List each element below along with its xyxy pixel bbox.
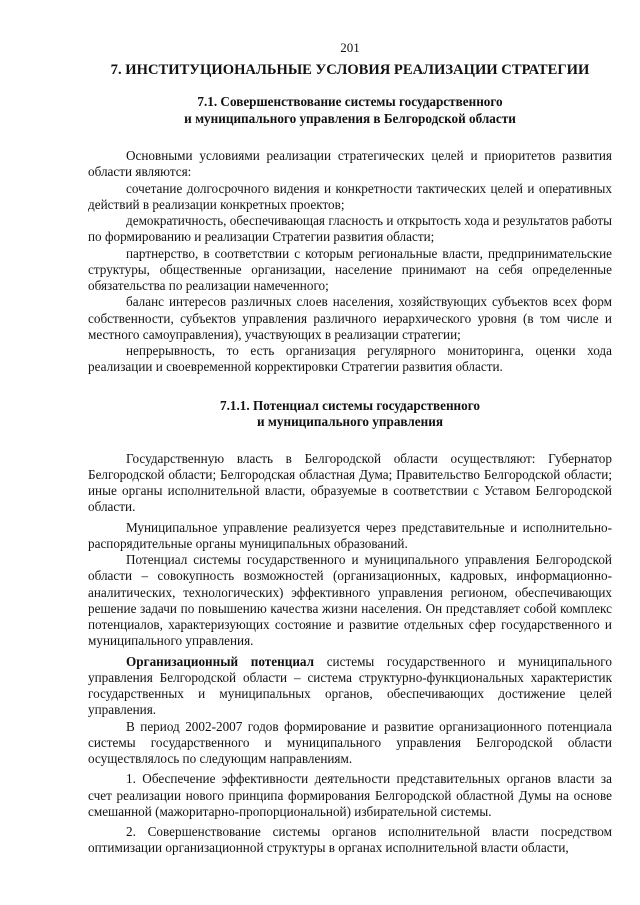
paragraph: В период 2002-2007 годов формирование и развитие организационного потенциала системы государственного и муниципального управления Белгородской области осуществлялось по следующим направлениям. [88,718,612,766]
section-7-1-1-title-line1: 7.1.1. Потенциал системы государственного [219,397,481,413]
paragraph: Основными условиями реализации стратегических целей и приоритетов развития области являются: [88,148,612,180]
paragraph-org-potential [88,654,612,719]
org-potential-term: Организационный потенциал [126,653,315,669]
page-number: 201 [340,40,360,55]
paragraph: демократичность, обеспечивающая гласность и открытость хода и результатов работы по формированию и реализации Стратегии развития области; [88,213,612,245]
chapter-title: 7. ИНСТИТУЦИОНАЛЬНЫЕ УСЛОВИЯ РЕАЛИЗАЦИИ СТРАТЕГИИ [110,62,590,78]
section-7-1-body [88,148,612,376]
paragraph: Муниципальное управление реализуется через представительные и исполнительно-распорядительные органы муниципальных образований. [88,519,612,551]
paragraph: партнерство, в соответствии с которым региональные власти, предпринимательские структуры, общественные организации, население принимают на себя определенные обязательства по реализации намеченного; [88,245,612,293]
section-7-1-1-body [88,451,612,857]
section-7-1-1-title [88,398,612,431]
section-7-1-title-line1: 7.1. Совершенствование системы государственного [197,94,503,109]
list-item: 2. Совершенствование системы органов исполнительной власти посредством оптимизации организационной структуры в органах исполнительной власти области, [88,824,612,856]
section-7-1-1-title-line2: и муниципального управления [257,414,443,429]
org-potential-definition: системы государственного и муниципального управления Белгородской области – система структурно-функциональных характеристик государственных и муниципальных органов, обеспечивающих достижение целей управления. [88,653,612,718]
paragraph: баланс интересов различных слоев населения, хозяйствующих субъектов всех форм собственности, субъектов управления различного иерархического уровня (в том числе и местного самоуправления), участвующих в реализации стратегии; [88,294,612,342]
list-item: 1. Обеспечение эффективности деятельности представительных органов власти за счет реализации нового принципа формирования Белгородской областной Думы на основе смешанной (мажоритарно-пропорциональной) избирательной системы. [88,771,612,819]
paragraph: Потенциал системы государственного и муниципального управления Белгородской области – совокупность возможностей (организационных, кадровых, информационно-аналитических, технологических) эффективного управления регионом, обеспечивающих решение задачи по повышению качества жизни населения. Он представляет собой комплекс потенциалов, характеризующих состояние и развитие отдельных сфер государственного и муниципального управления. [88,552,612,649]
section-7-1-title-line2: и муниципального управления в Белгородской области [184,110,516,126]
paragraph: сочетание долгосрочного видения и конкретности тактических целей и оперативных действий в реализации конкретных проектов; [88,180,612,212]
paragraph: Государственную власть в Белгородской области осуществляют: Губернатор Белгородской области; Белгородская областная Дума; Правительство Белгородской области; иные органы исполнительной власти, образуемые в соответствии с Уставом Белгородской области. [88,450,612,515]
paragraph: непрерывность, то есть организация регулярного мониторинга, оценки хода реализации и своевременной корректировки Стратегии развития области. [88,343,612,375]
section-7-1-title [88,94,612,127]
